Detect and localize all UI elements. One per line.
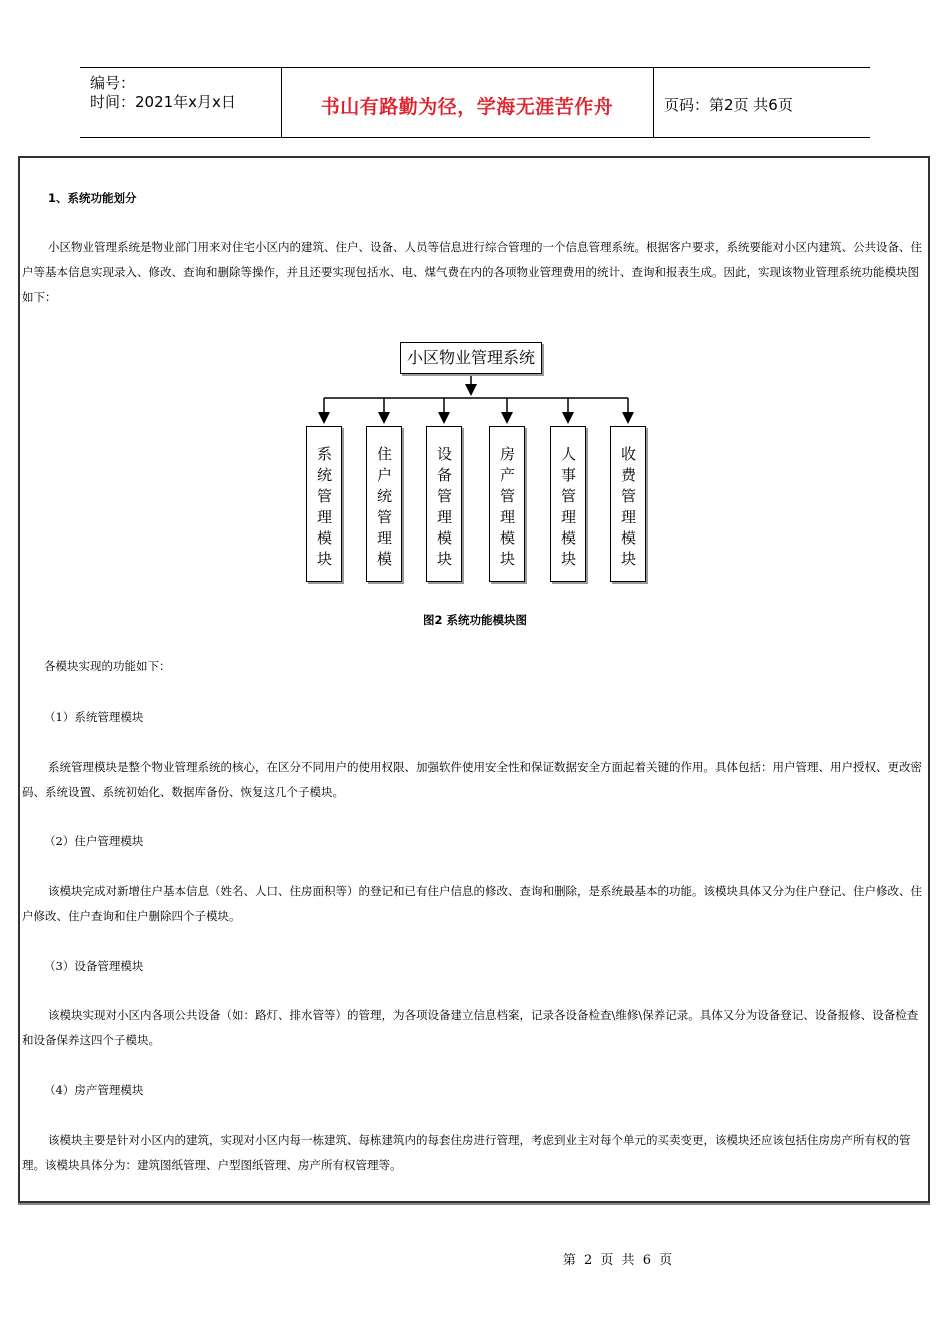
module-diagram [300,338,660,590]
module-text-1: 系统管理模块是整个物业管理系统的核心，在区分不同用户的使用权限、加强软件使用安全性和保证数据安全方面起着关键的作用。具体包括：用户管理、用户授权、更改密码、系统设置、系统初始化、数据库备份、恢复这几个子模块。 [22,760,922,799]
page-header [80,67,870,138]
motto: 书山有路勤为径，学海无涯苦作舟 [320,96,614,118]
date-line: 时间：2021年x月x日 [90,93,236,111]
module-node-system: 系统管理模块 [306,426,342,582]
header-motto-cell [281,68,654,137]
page-footer: 第 2 页 共 6 页 [562,1253,673,1268]
page-info: 页码：第2页 共6页 [664,96,793,114]
module-text-2: 该模块完成对新增住户基本信息（姓名、人口、住房面积等）的登记和已有住户信息的修改、查询和删除，是系统最基本的功能。该模块具体又分为住户登记、住户修改、住户修改、住户查询和住户删除四个子模块。 [22,884,922,923]
module-heading-3: （3）设备管理模块 [44,959,144,973]
module-node-personnel: 人事管理模块 [550,426,586,582]
module-node-equipment: 设备管理模块 [426,426,462,582]
module-text-4: 该模块主要是针对小区内的建筑，实现对小区内每一栋建筑、每栋建筑内的每套住房进行管理，考虑到业主对每个单元的买卖变更，该模块还应该包括住房房产所有权的管理。该模块具体分为：建筑图纸管理、户型图纸管理、房产所有权管理等。 [22,1133,911,1172]
modules-lead: 各模块实现的功能如下： [44,659,171,673]
section-title: 1、系统功能划分 [48,191,137,205]
module-node-resident: 住户统管理模 [366,426,402,582]
diagram-root-node: 小区物业管理系统 [400,342,542,374]
header-page-cell [654,68,870,137]
intro-paragraph: 小区物业管理系统是物业部门用来对住宅小区内的建筑、住户、设备、人员等信息进行综合管理的一个信息管理系统。根据客户要求，系统要能对小区内建筑、公共设备、住户等基本信息实现录入、修改、查询和删除等操作，并且还要实现包括水、电、煤气费在内的各项物业管理费用的统计、查询和报表生成。因此，实现该物业管理系统功能模块图如下： [22,240,922,304]
number-label: 编号： [90,74,136,92]
figure-caption: 图2 系统功能模块图 [422,613,527,627]
module-text-3: 该模块实现对小区内各项公共设备（如：路灯、排水管等）的管理，为各项设备建立信息档案，记录各设备检查\维修\保养记录。具体又分为设备登记、设备报修、设备检查和设备保养这四个子模块。 [22,1008,919,1047]
header-meta-cell [80,68,282,137]
diagram-connectors [300,338,660,590]
module-node-property: 房产管理模块 [489,426,525,582]
module-heading-2: （2）住户管理模块 [44,834,144,848]
frame-divider [18,1203,930,1205]
module-heading-4: （4）房产管理模块 [44,1083,144,1097]
module-heading-1: （1）系统管理模块 [44,710,144,724]
module-node-billing: 收费管理模块 [610,426,646,582]
